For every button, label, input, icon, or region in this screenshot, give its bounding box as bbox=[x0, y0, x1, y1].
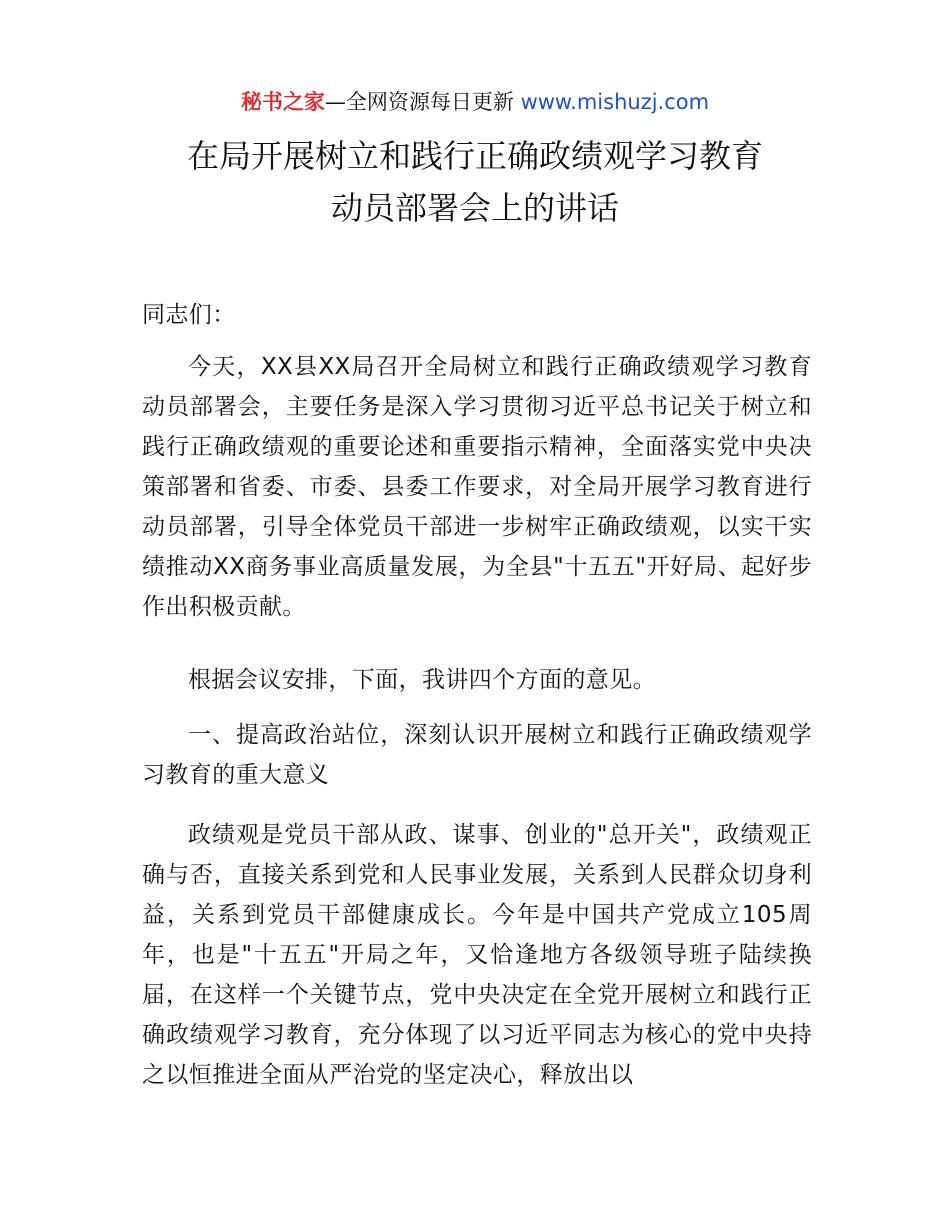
paragraph-opening: 今天，XX县XX局召开全局树立和践行正确政绩观学习教育动员部署会，主要任务是深入学习贯彻习近平总书记关于树立和践行正确政绩观的重要论述和重要指示精神，全面落实党中央决策部署和省委、市委、县委工作要求，对全局开展学习教育进行动员部署，引导全体党员干部进一步树牢正确政绩观，以实干实绩推动XX商务事业高质量发展，为全县"十五五"开好局、起好步作出积极贡献。 bbox=[142, 354, 812, 620]
section-heading-1: 一、提高政治站位，深刻认识开展树立和践行正确政绩观学习教育的重大意义 bbox=[142, 722, 812, 788]
salutation: 同志们： bbox=[142, 302, 236, 328]
site-tagline: —全网资源每日更新 bbox=[324, 90, 521, 114]
title-line-1: 在局开展树立和践行正确政绩观学习教育 bbox=[186, 137, 763, 175]
site-header bbox=[0, 88, 950, 116]
paragraph-section-1-body: 政绩观是党员干部从政、谋事、创业的"总开关"，政绩观正确与否，直接关系到党和人民事业发展，关系到人民群众切身利益，关系到党员干部健康成长。今年是中国共产党成立105周年，也是"十五五"开局之年，又恰逢地方各级领导班子陆续换届，在这样一个关键节点，党中央决定在全党开展树立和践行正确政绩观学习教育，充分体现了以习近平同志为核心的党中央持之以恒推进全面从严治党的坚定决心，释放出以 bbox=[142, 822, 812, 1088]
site-brand: 秘书之家 bbox=[240, 90, 325, 114]
site-url-link[interactable]: www.mishuzj.com bbox=[520, 90, 710, 114]
document-title bbox=[0, 130, 950, 234]
title-line-2: 动员部署会上的讲话 bbox=[330, 189, 619, 227]
paragraph-agenda: 根据会议安排，下面，我讲四个方面的意见。 bbox=[188, 667, 656, 693]
